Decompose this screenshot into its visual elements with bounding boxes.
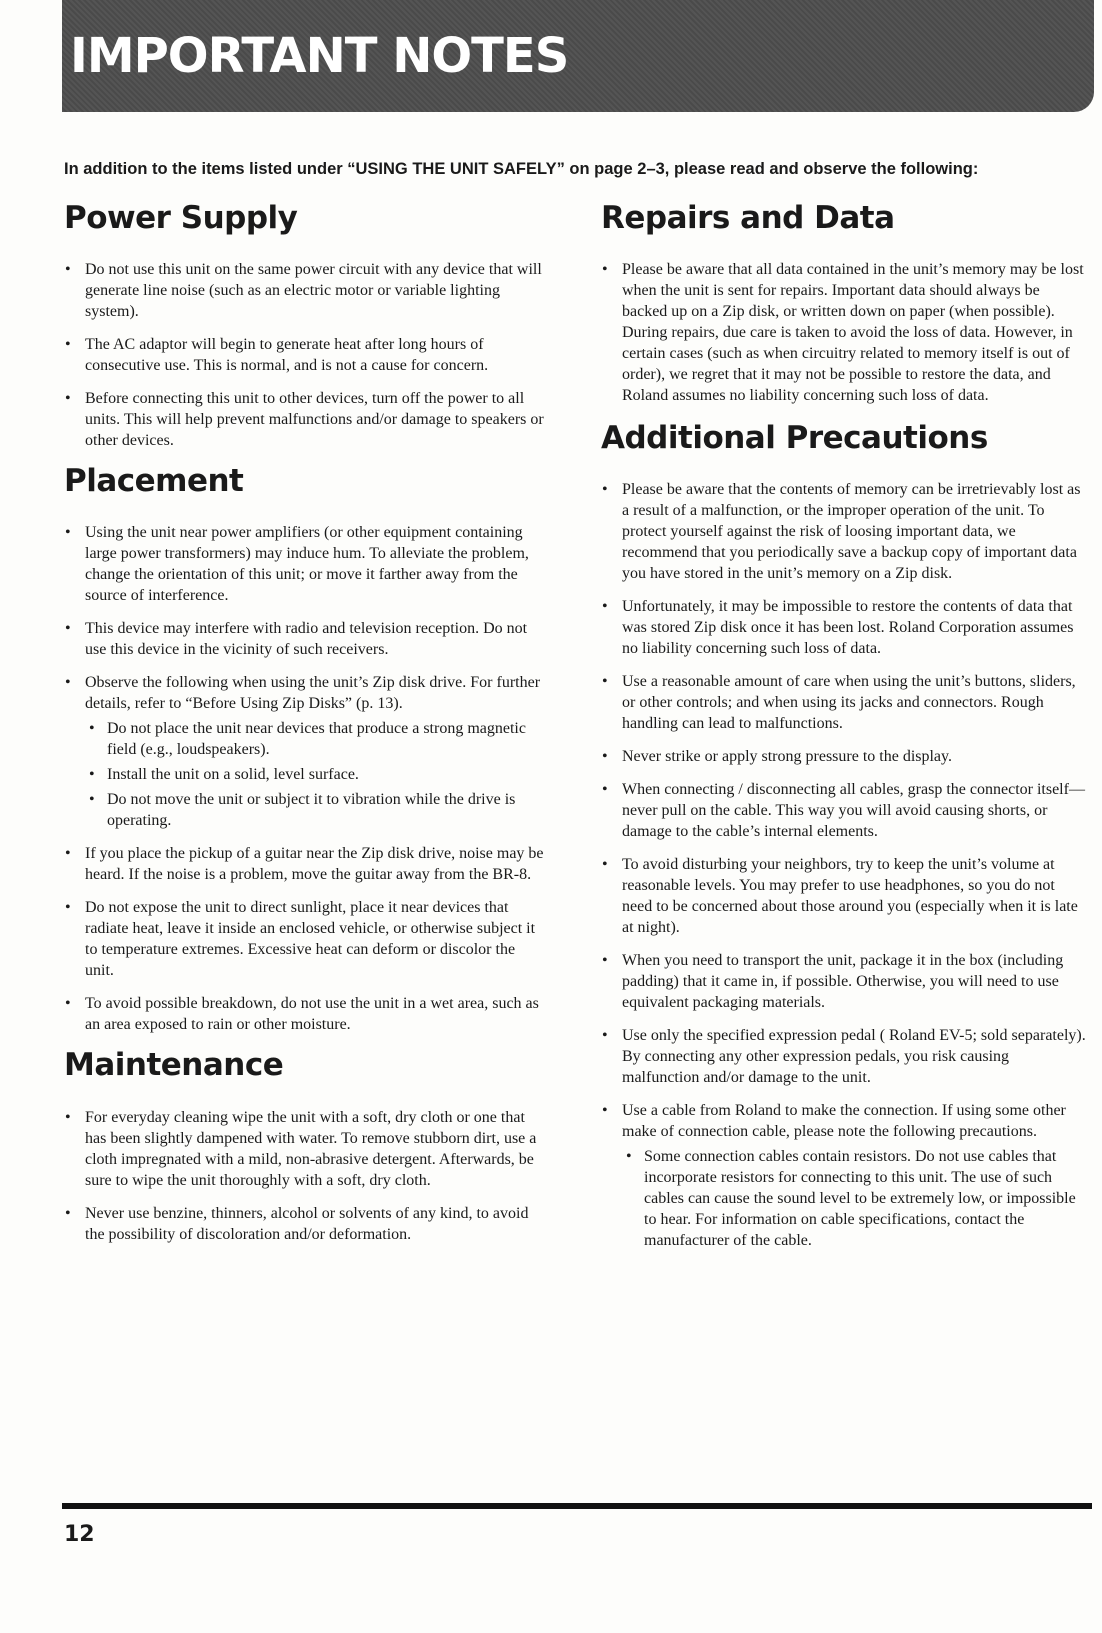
list-item: • Before connecting this unit to other devices, turn off the power to all units. This will help prevent malfunctions and/or damage to speakers or other devices. [64,388,544,451]
footer-rule [62,1503,1092,1509]
maintenance-list [64,1107,544,1245]
zip-sub-list [85,718,544,831]
list-item: • To avoid possible breakdown, do not use the unit in a wet area, such as an area exposed to rain or other moisture. [64,993,544,1035]
list-item: • If you place the pickup of a guitar near the Zip disk drive, noise may be heard. If the noise is a problem, move the guitar away from the BR-8. [64,843,544,885]
list-item: • When you need to transport the unit, package it in the box (including padding) that it came in, if possible. Otherwise, you will need to use equivalent packaging materials. [601,950,1088,1013]
list-item-text: Use a cable from Roland to make the connection. If using some other make of connection cable, please note the following precautions. [622,1102,1066,1141]
cable-sub-list [622,1146,1088,1251]
list-item: • Use a reasonable amount of care when using the unit’s buttons, sliders, or other controls; and when using its jacks and connectors. Rough handling can lead to malfunctions. [601,671,1088,734]
title-banner [62,0,1094,112]
list-item: • Please be aware that the contents of memory can be irretrievably lost as a result of a malfunction, or the improper operation of the unit. To protect yourself against the risk of loosing important data, we recommend that you periodically save a backup copy of important data you have stored in the unit’s memory on a Zip disk. [601,479,1088,584]
list-item: • Do not expose the unit to direct sunlight, place it near devices that radiate heat, leave it inside an enclosed vehicle, or otherwise subject it to temperature extremes. Excessive heat can deform or discolor the unit. [64,897,544,981]
power-supply-list [64,259,544,451]
section-power-supply [64,200,544,451]
page-number: 12 [64,1522,95,1547]
list-item: • To avoid disturbing your neighbors, try to keep the unit’s volume at reasonable levels. You may prefer to use headphones, so you do not need to be concerned about those around you (especially when it is late at night). [601,854,1088,938]
list-item: • The AC adaptor will begin to generate heat after long hours of consecutive use. This is normal, and is not a cause for concern. [64,334,544,376]
section-repairs-data [601,200,1088,406]
heading-placement: Placement [64,463,244,500]
sub-list-item: • Do not place the unit near devices that produce a strong magnetic field (e.g., loudspeakers). [85,718,544,760]
section-placement [64,463,544,1035]
list-item: • Use only the specified expression pedal ( Roland EV-5; sold separately). By connecting any other expression pedals, you risk causing malfunction and/or damage to the unit. [601,1025,1088,1088]
list-item-text: Observe the following when using the unit’s Zip disk drive. For further details, refer to “Before Using Zip Disks” (p. 13). [85,674,541,713]
heading-additional-precautions: Additional Precautions [601,420,988,457]
section-maintenance [64,1047,544,1244]
repairs-list [601,259,1088,406]
list-item [601,1100,1088,1251]
list-item: • This device may interfere with radio and television reception. Do not use this device in the vicinity of such receivers. [64,618,544,660]
list-item: • Please be aware that all data contained in the unit’s memory may be lost when the unit is sent for repairs. Important data should always be backed up on a Zip disk, or written down on paper (when possible). During repairs, due care is taken to avoid the loss of data. However, in certain cases (such as when circuitry related to memory itself is out of order), we regret that it may not be possible to restore the data, and Roland assumes no liability concerning such loss of data. [601,259,1088,406]
page-title: IMPORTANT NOTES [70,28,569,84]
sub-list-item: • Some connection cables contain resistors. Do not use cables that incorporate resistors for connecting to this unit. The use of such cables can cause the sound level to be extremely low, or impossible to hear. For information on cable specifications, contact the manufacturer of the cable. [622,1146,1088,1251]
sub-list-item: • Install the unit on a solid, level surface. [85,764,544,785]
right-column [601,200,1088,1263]
list-item: • Unfortunately, it may be impossible to restore the contents of data that was stored Zip disk once it has been lost. Roland Corporation assumes no liability concerning such loss of data. [601,596,1088,659]
list-item: • When connecting / disconnecting all cables, grasp the connector itself—never pull on the cable. This way you will avoid causing shorts, or damage to the cable’s internal elements. [601,779,1088,842]
heading-repairs-data: Repairs and Data [601,200,895,236]
list-item: • For everyday cleaning wipe the unit with a soft, dry cloth or one that has been slightly dampened with water. To remove stubborn dirt, use a cloth impregnated with a mild, non-abrasive detergent. Afterwards, be sure to wipe the unit thoroughly with a soft, dry cloth. [64,1107,544,1191]
list-item [64,672,544,831]
heading-power-supply: Power Supply [64,200,298,236]
heading-maintenance: Maintenance [64,1047,284,1084]
intro-text: In addition to the items listed under “USING THE UNIT SAFELY” on page 2–3, please read and observe the following: [64,160,979,178]
list-item: • Never strike or apply strong pressure to the display. [601,746,1088,767]
section-additional-precautions [601,420,1088,1251]
sub-list-item: • Do not move the unit or subject it to vibration while the drive is operating. [85,789,544,831]
placement-list [64,522,544,1035]
list-item: • Using the unit near power amplifiers (or other equipment containing large power transformers) may induce hum. To alleviate the problem, change the orientation of this unit; or move it farther away from the source of interference. [64,522,544,606]
left-column [64,200,544,1257]
list-item: • Never use benzine, thinners, alcohol or solvents of any kind, to avoid the possibility of discoloration and/or deformation. [64,1203,544,1245]
additional-list [601,479,1088,1251]
list-item: • Do not use this unit on the same power circuit with any device that will generate line noise (such as an electric motor or variable lighting system). [64,259,544,322]
